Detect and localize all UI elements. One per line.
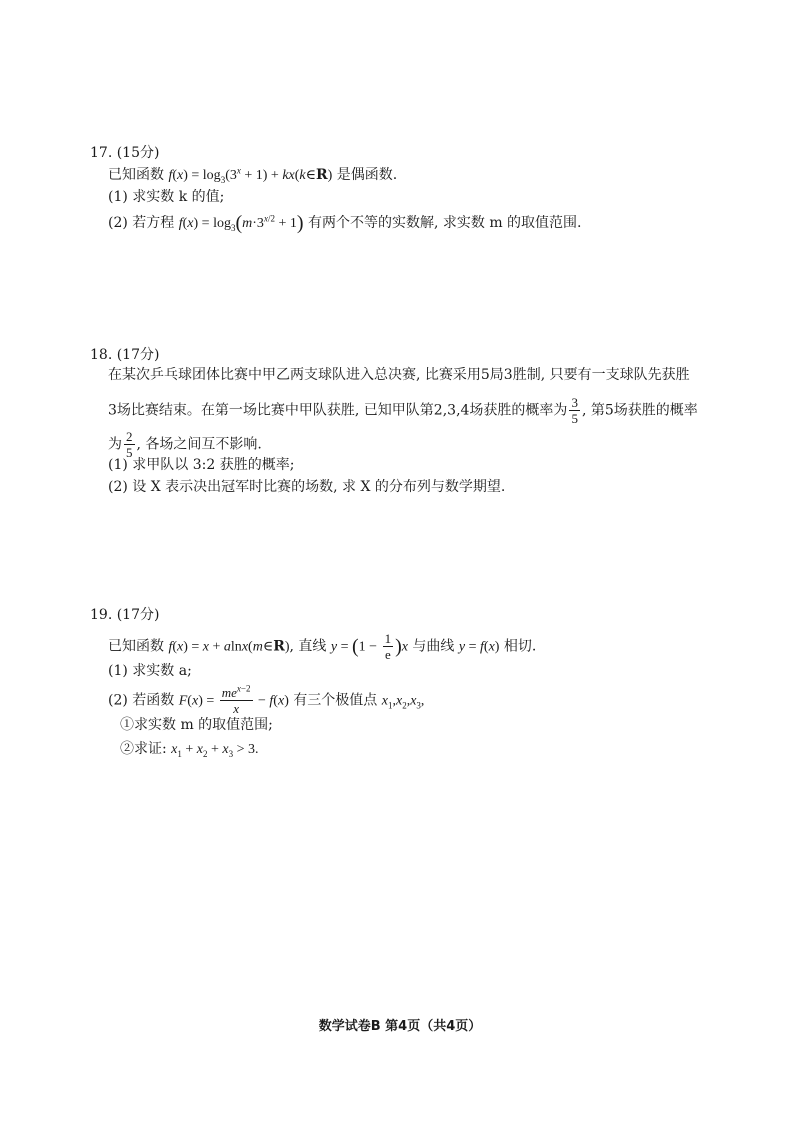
problem-17-header: 17. (15分)	[90, 145, 160, 161]
problem-19-intro-text-a: 已知函数	[108, 638, 164, 655]
problem-17-intro: 已知函数 $f(x) = \log_3(3^x + 1)$ + kx(k∈R) 是偶函数.	[108, 165, 398, 185]
problem-19-sub-1: ①求实数 m 的取值范围;	[120, 717, 273, 733]
problem-17-intro-text-b: 是偶函数.	[336, 167, 398, 183]
problem-19-sub-2: ②求证: $x_1 + x_2 + x_3 > 3$.	[120, 741, 259, 759]
fraction-two-fifths: $\frac{2}{5}$	[126, 429, 133, 460]
problem-17-part-2: (2) 若方程 $f(x) = \log_3(m\cdot 3^{x/2} + 1)$ 有两个不等的实数解, 求实数 m 的取值范围.	[108, 212, 582, 234]
problem-18-line-1: 在某次乒乓球团体比赛中甲乙两支球队进入总决赛, 比赛采用5局3胜制, 只要有一支球队先获胜	[108, 367, 690, 383]
problem-18-line-3-text-b: , 各场之间互不影响.	[136, 436, 262, 453]
problem-17-part-2-text-a: (2) 若方程	[108, 215, 175, 231]
problem-18-line-3-text-a: 为	[108, 436, 122, 453]
problem-19-intro-text-d: 相切.	[503, 638, 537, 655]
problem-19-part-2-text-b: 有三个极值点	[293, 692, 378, 709]
problem-18-header: 18. (17分)	[90, 347, 160, 363]
problem-18-part-1: (1) 求甲队以 3:2 获胜的概率;	[108, 457, 295, 473]
problem-18-part-2: (2) 设 X 表示决出冠军时比赛的场数, 求 X 的分布列与数学期望.	[108, 479, 506, 495]
problem-18-line-2	[108, 395, 698, 426]
problem-19-intro: 已知函数 f(x) = x + alnx(m∈R), 直线 y = (1 − $\frac{1}{e}$ )x 与曲线 y = f(x) 相切.	[108, 631, 537, 662]
formula-equation: f	[178, 216, 183, 231]
problem-19-part-2: (2) 若函数 F(x) = $\frac{me^{x-2}}{x}$ − f(x) 有三个极值点 $x_1,x_2,x_3$,	[108, 683, 425, 716]
fraction-one-over-e: $\frac{1}{e}$	[384, 631, 392, 662]
problem-19-intro-text-c: 与曲线	[412, 638, 455, 655]
problem-19-sub-2-text: ②求证:	[120, 741, 167, 757]
problem-19-intro-text-b: , 直线	[289, 638, 327, 655]
formula-f-def: f	[168, 168, 173, 183]
problem-18-line-2-text-b: , 第5场获胜的概率	[581, 402, 698, 419]
problem-17-part-1: (1) 求实数 k 的值;	[108, 189, 225, 205]
problem-19-part-2-text-a: (2) 若函数	[108, 692, 175, 709]
problem-19-part-1: (1) 求实数 a;	[108, 663, 192, 679]
fraction-me-over-x: $\frac{me^{x-2}}{x}$	[221, 683, 251, 716]
problem-17-intro-text-a: 已知函数	[108, 167, 164, 183]
problem-19-header: 19. (17分)	[90, 607, 160, 623]
fraction-three-fifths: $\frac{3}{5}$	[571, 395, 578, 426]
page-footer: 数学试卷B 第4页（共4页）	[318, 1019, 482, 1034]
problem-18-line-2-text-a: 3场比赛结束。在第一场比赛中甲队获胜, 已知甲队第2,3,4场获胜的概率为	[108, 402, 568, 419]
problem-17-part-2-text-b: 有两个不等的实数解, 求实数 m 的取值范围.	[307, 215, 582, 231]
